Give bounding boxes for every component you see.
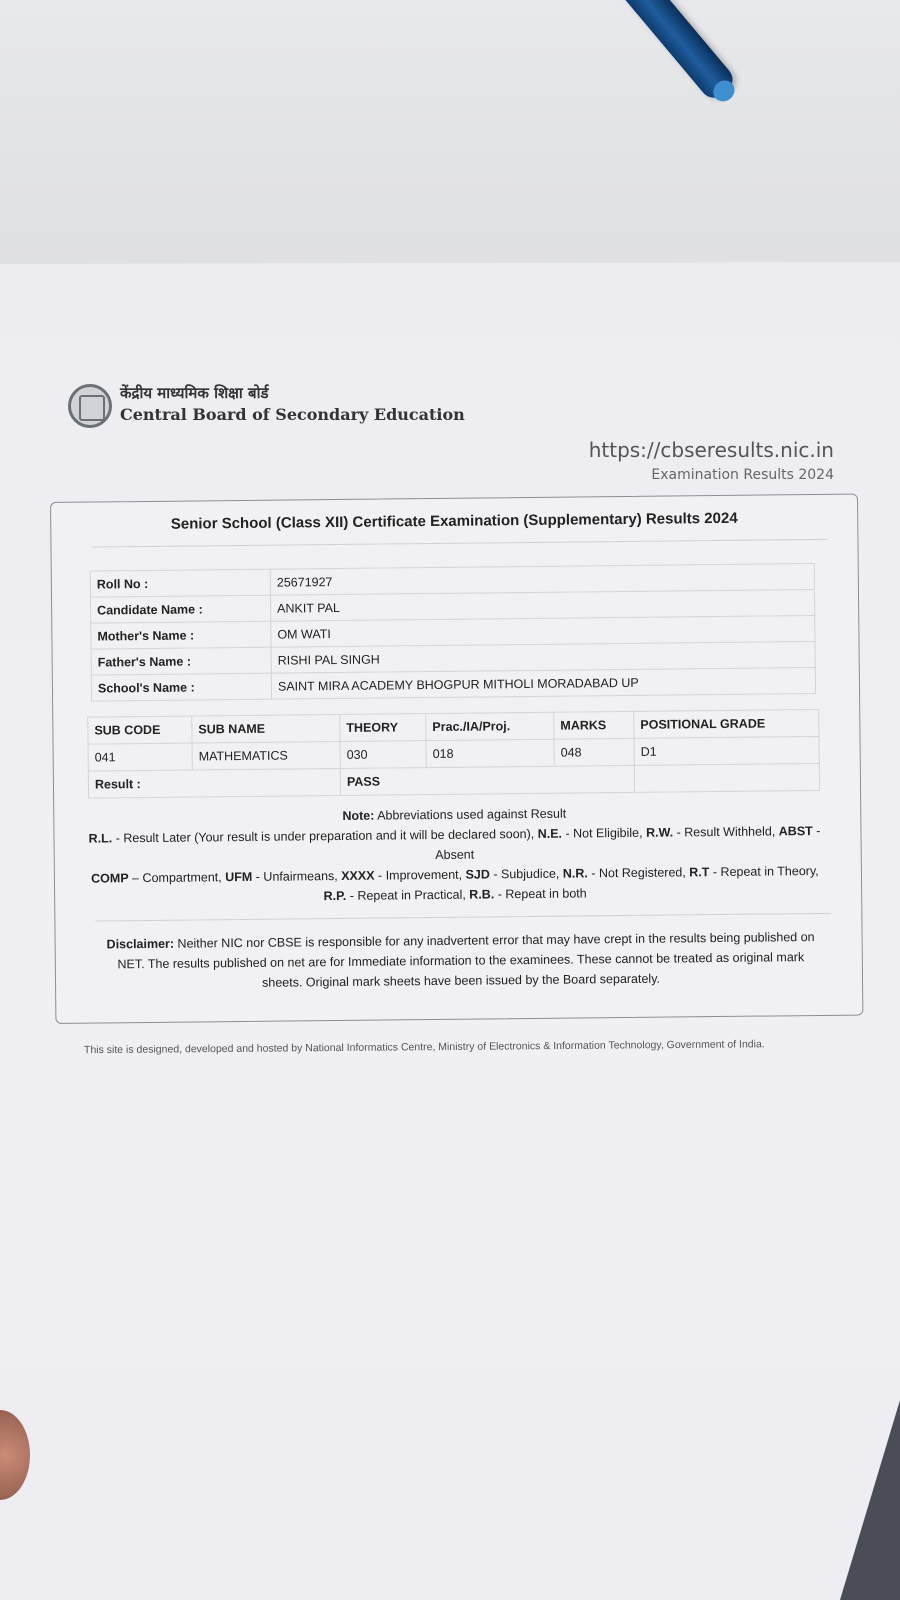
info-value: SAINT MIRA ACADEMY BHOGPUR MITHOLI MORADABAD UP bbox=[271, 667, 815, 699]
abbr-key: ABST bbox=[778, 824, 813, 839]
result-label: Result : bbox=[88, 768, 340, 798]
sub-name: MATHEMATICS bbox=[192, 741, 340, 770]
abbr-value: - Subjudice, bbox=[489, 866, 563, 882]
info-value: 25671927 bbox=[270, 564, 814, 596]
board-name-hindi: केंद्रीय माध्यमिक शिक्षा बोर्ड bbox=[120, 384, 269, 402]
abbr-line-2 bbox=[85, 861, 825, 909]
result-value: PASS bbox=[340, 765, 634, 795]
abbr-key: R.P. bbox=[323, 888, 347, 904]
abbr-value: - Not Eligibile, bbox=[561, 825, 647, 841]
site-footer: This site is designed, developed and hosted by National Informatics Centre, Ministry of Electronics & Information Technology, Government of India. bbox=[83, 1038, 765, 1057]
info-label: Mother's Name : bbox=[91, 621, 271, 649]
note-label: Note: bbox=[342, 808, 375, 823]
abbr-key: UFM bbox=[225, 869, 253, 885]
site-url: https://cbseresults.nic.in bbox=[588, 438, 834, 462]
abbr-key: R.B. bbox=[469, 887, 495, 902]
result-card bbox=[50, 494, 863, 1024]
abbr-value: - Unfairmeans, bbox=[252, 868, 342, 884]
col-grade: POSITIONAL GRADE bbox=[634, 709, 819, 738]
desk-background bbox=[0, 0, 900, 270]
info-label: Father's Name : bbox=[91, 647, 271, 675]
col-sub-name: SUB NAME bbox=[192, 714, 340, 743]
total-marks: 048 bbox=[554, 738, 634, 766]
theory-marks: 030 bbox=[340, 741, 426, 769]
divider bbox=[95, 913, 831, 922]
info-value: RISHI PAL SINGH bbox=[271, 641, 815, 673]
abbr-value: – Compartment, bbox=[128, 870, 226, 886]
col-sub-code: SUB CODE bbox=[88, 716, 192, 744]
info-label: School's Name : bbox=[91, 673, 271, 701]
positional-grade: D1 bbox=[634, 736, 819, 765]
abbr-key: N.E. bbox=[537, 826, 563, 841]
info-label: Roll No : bbox=[90, 569, 270, 597]
abbr-value: - Result Withheld, bbox=[673, 824, 779, 840]
divider bbox=[91, 539, 827, 548]
abbr-value: - Repeat in both bbox=[494, 886, 587, 902]
sub-code: 041 bbox=[88, 743, 192, 771]
abbr-key: R.L. bbox=[88, 831, 113, 846]
col-marks: MARKS bbox=[554, 711, 634, 739]
result-title: Senior School (Class XII) Certificate Examination (Supplementary) Results 2024 bbox=[170, 509, 738, 533]
abbr-key: R.T bbox=[689, 865, 710, 880]
abbr-key: SJD bbox=[465, 867, 490, 882]
disclaimer-label: Disclaimer: bbox=[106, 936, 175, 952]
abbr-value: - Repeat in Theory, bbox=[709, 863, 819, 880]
cbse-emblem-icon bbox=[68, 384, 112, 428]
abbr-key: R.W. bbox=[645, 825, 674, 840]
board-name-english: Central Board of Secondary Education bbox=[120, 405, 465, 424]
candidate-info-table bbox=[90, 563, 816, 702]
abbr-key: N.R. bbox=[562, 866, 588, 881]
result-empty bbox=[634, 763, 819, 792]
abbr-value: - Repeat in Practical, bbox=[346, 887, 470, 903]
info-value: OM WATI bbox=[271, 615, 815, 647]
abbr-value: - Not Registered, bbox=[587, 865, 690, 881]
abbr-key: COMP bbox=[91, 871, 129, 886]
exam-results-label: Examination Results 2024 bbox=[651, 467, 834, 483]
abbr-key: XXXX bbox=[341, 868, 375, 883]
info-value: ANKIT PAL bbox=[270, 589, 814, 621]
practical-marks: 018 bbox=[426, 739, 554, 767]
disclaimer-text: Neither NIC nor CBSE is responsible for any inadvertent error that may have crept in the results being published on NET. The results published on net are for Immediate information to the examinees. These cannot be treated as original mark sheets. Original mark sheets have been issued by the Board separately. bbox=[117, 930, 815, 990]
col-theory: THEORY bbox=[340, 714, 426, 742]
abbr-value: - Improvement, bbox=[374, 867, 466, 883]
marks-table bbox=[87, 709, 820, 799]
abbreviation-notes bbox=[84, 801, 825, 909]
note-text: Abbreviations used against Result bbox=[377, 806, 567, 823]
disclaimer bbox=[96, 927, 827, 995]
abbr-value: - Result Later (Your result is under preparation and it will be declared soon), bbox=[112, 826, 538, 846]
abbr-value: - Absent bbox=[435, 823, 821, 862]
col-practical: Prac./IA/Proj. bbox=[426, 712, 554, 740]
info-label: Candidate Name : bbox=[90, 595, 270, 623]
